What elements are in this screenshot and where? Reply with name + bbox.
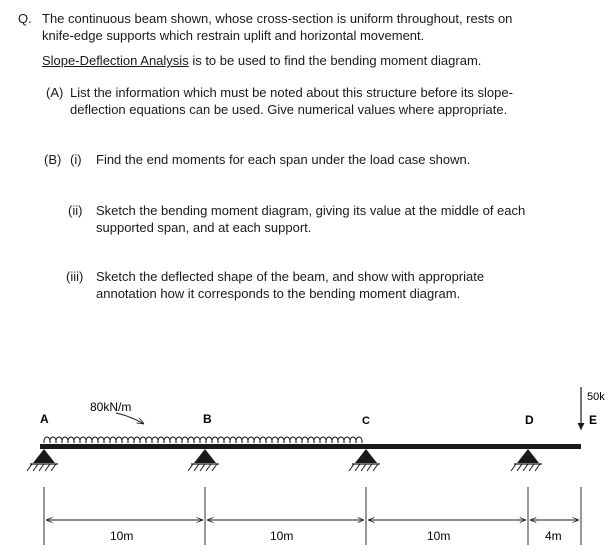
support-a <box>27 449 58 471</box>
support-label-c: C <box>362 415 370 427</box>
question-number: Q. <box>18 11 32 26</box>
span-bc-length: 10m <box>270 529 294 543</box>
span-cd-length: 10m <box>427 529 451 543</box>
udl-coil-load <box>44 437 362 443</box>
support-label-a: A <box>40 412 49 426</box>
support-b <box>188 449 219 471</box>
part-b-i-label: (i) <box>70 152 82 167</box>
part-b-ii-line-1: Sketch the bending moment diagram, giving its value at the middle of each <box>96 203 526 218</box>
beam <box>40 444 581 449</box>
part-b-iii-line-1: Sketch the deflected shape of the beam, and show with appropriate <box>96 269 485 284</box>
part-a-label: (A) <box>46 85 64 100</box>
support-label-d: D <box>525 413 534 427</box>
intro-line-1: The continuous beam shown, whose cross-section is uniform throughout, rests on <box>42 11 513 26</box>
method-name: Slope-Deflection Analysis <box>42 53 189 68</box>
part-a-line-1: List the information which must be noted about this structure before its slope- <box>70 85 513 100</box>
part-b-iii-line-2: annotation how it corresponds to the bending moment diagram. <box>96 286 461 301</box>
part-b-label: (B) <box>44 152 62 167</box>
support-label-b: B <box>203 412 212 426</box>
part-b-ii-label: (ii) <box>68 203 83 218</box>
part-a-line-2: deflection equations can be used. Give numerical values where appropriate. <box>70 102 508 117</box>
span-de-length: 4m <box>545 529 562 543</box>
point-load-label: 50k <box>587 391 605 403</box>
intro-line-2: knife-edge supports which restrain uplift and horizontal movement. <box>42 28 425 43</box>
part-b-ii-line-2: supported span, and at each support. <box>96 220 312 235</box>
end-label-e: E <box>589 413 598 427</box>
udl-pointer-arrow <box>116 413 144 424</box>
method-rest: is to be used to find the bending moment diagram. <box>188 53 482 68</box>
part-b-i-text: Find the end moments for each span under the load case shown. <box>96 152 471 167</box>
part-b-iii-label: (iii) <box>66 269 84 284</box>
span-ab-length: 10m <box>110 529 134 543</box>
support-c <box>349 449 380 471</box>
udl-label: 80kN/m <box>90 400 132 414</box>
support-d <box>511 449 542 471</box>
